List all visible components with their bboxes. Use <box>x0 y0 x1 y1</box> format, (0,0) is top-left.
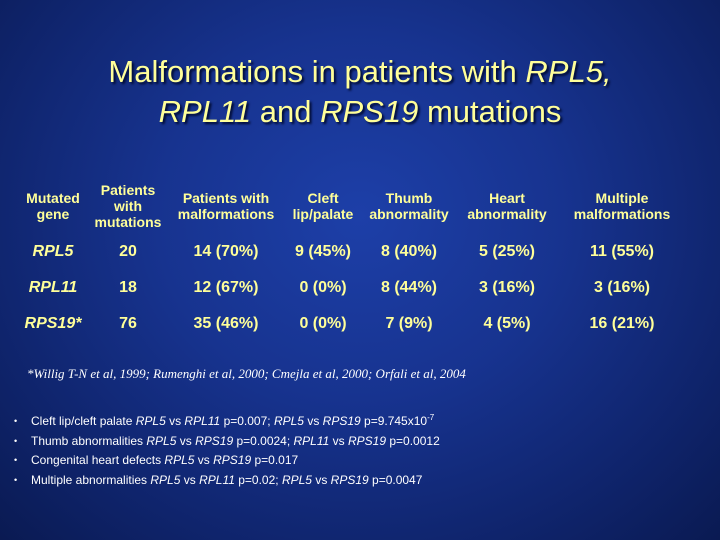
value-cell: 0 (0%) <box>299 315 347 332</box>
column-header <box>458 178 556 234</box>
statistics-text <box>31 451 298 471</box>
bullet-icon: • <box>14 416 18 426</box>
value-cell: 8 (44%) <box>380 279 438 296</box>
column-header-line: malformations <box>177 206 275 222</box>
value-cell: 76 <box>119 315 137 332</box>
statistics-fragment: vs <box>176 433 196 448</box>
reference-note: *Willig T-N et al, 1999; Rumenghi et al, 2000; Cmejla et al, 2000; Orfali et al, 2004 <box>27 366 466 381</box>
gene-name: RPS19 <box>322 414 361 428</box>
statistics-fragment: p=9.745x10 <box>360 414 428 428</box>
title-gene-rpl5: RPL5, <box>525 54 612 89</box>
statistics-text <box>31 471 422 491</box>
bullet-icon: • <box>14 435 18 446</box>
gene-cell: RPL5 <box>32 243 74 260</box>
statistics-fragment: vs <box>311 472 331 487</box>
statistics-fragment: Cleft lip/cleft palate <box>31 414 136 428</box>
statistics-text <box>31 432 440 452</box>
gene-name: RPL5 <box>146 433 177 448</box>
statistics-fragment: p=0.0024; <box>233 433 294 448</box>
value-cell: 7 (9%) <box>385 315 433 332</box>
statistics-fragment: Congenital heart defects <box>31 453 165 467</box>
gene-name: RPS19 <box>330 472 369 487</box>
statistics-fragment: Thumb abnormalities <box>31 433 147 448</box>
statistics-fragment: vs <box>165 414 185 428</box>
value-cell: 0 (0%) <box>299 279 347 296</box>
column-header <box>556 178 688 234</box>
column-header-line: abnormality <box>467 206 547 222</box>
gene-name: RPS19 <box>213 453 252 467</box>
gene-name: RPS19 <box>348 433 387 448</box>
column-header-line: Patients <box>100 182 156 198</box>
gene-name: RPL11 <box>293 433 330 448</box>
statistics-item <box>14 432 440 452</box>
column-header-line: gene <box>36 206 70 222</box>
column-header-line: Thumb <box>385 190 433 206</box>
table-body <box>16 234 688 342</box>
title-line-2 <box>20 92 700 132</box>
statistics-fragment: p=0.02; <box>234 472 282 487</box>
statistics-item <box>14 412 440 432</box>
statistics-fragment: -7 <box>427 413 435 422</box>
value-cell: 8 (40%) <box>380 243 438 260</box>
gene-name: RPS19 <box>195 433 234 448</box>
column-header-line: with <box>114 198 142 214</box>
statistics-fragment: p=0.0012 <box>386 433 440 448</box>
gene-name: RPL5 <box>164 453 195 467</box>
value-cell: 20 <box>119 243 137 260</box>
column-header-line: Patients with <box>182 190 270 206</box>
value-cell: 35 (46%) <box>193 315 259 332</box>
gene-cell: RPS19* <box>24 315 82 332</box>
column-header-line: Heart <box>489 190 525 206</box>
column-header <box>166 178 286 234</box>
column-header-line: mutations <box>94 214 162 230</box>
statistics-fragment: p=0.017 <box>251 453 299 467</box>
statistics-fragment: p=0.007; <box>220 414 274 428</box>
malformations-table <box>16 178 688 342</box>
value-cell: 4 (5%) <box>483 315 531 332</box>
value-cell: 14 (70%) <box>193 243 259 260</box>
value-cell: 3 (16%) <box>593 279 651 296</box>
value-cell: 3 (16%) <box>478 279 536 296</box>
title-text: and <box>251 94 321 129</box>
gene-name: RPL5 <box>150 472 181 487</box>
column-header-line: lip/palate <box>292 206 354 222</box>
title-gene-rpl11: RPL11 <box>158 94 252 129</box>
bullet-icon: • <box>14 455 18 465</box>
column-header-line: Mutated <box>26 190 80 206</box>
gene-cell: RPL11 <box>28 279 78 296</box>
statistics-text <box>31 412 434 432</box>
statistics-fragment: vs <box>194 453 214 467</box>
statistics-item <box>14 471 440 491</box>
column-header-line: abnormality <box>369 206 449 222</box>
table-row <box>16 234 688 270</box>
gene-name: RPL11 <box>199 472 235 487</box>
statistics-fragment: Multiple abnormalities <box>31 472 151 487</box>
table-header-row <box>16 178 688 234</box>
column-header-line: Cleft <box>307 190 339 206</box>
value-cell: 5 (25%) <box>478 243 536 260</box>
statistics-fragment: vs <box>329 433 348 448</box>
title-gene-rps19: RPS19 <box>320 94 419 129</box>
bullet-icon: • <box>14 474 18 485</box>
gene-name: RPL5 <box>135 414 166 428</box>
column-header <box>90 178 166 234</box>
statistics-item <box>14 451 440 471</box>
statistics-fragment: vs <box>180 472 200 487</box>
value-cell: 11 (55%) <box>589 243 655 260</box>
statistics-fragment: p=0.0047 <box>368 472 423 487</box>
title-text: Malformations in patients with <box>108 54 526 89</box>
column-header <box>360 178 458 234</box>
gene-name: RPL11 <box>184 414 221 428</box>
column-header-line: Multiple <box>595 190 649 206</box>
statistics-fragment: vs <box>303 414 323 428</box>
table-row <box>16 270 688 306</box>
column-header <box>16 178 90 234</box>
value-cell: 9 (45%) <box>294 243 352 260</box>
title-line-1 <box>20 52 700 92</box>
gene-name: RPL5 <box>281 472 312 487</box>
column-header-line: malformations <box>573 206 671 222</box>
statistics-list <box>14 412 440 490</box>
value-cell: 18 <box>119 279 137 296</box>
value-cell: 16 (21%) <box>589 315 655 332</box>
table-row <box>16 306 688 342</box>
gene-name: RPL5 <box>273 414 304 428</box>
value-cell: 12 (67%) <box>193 279 259 296</box>
slide-title <box>20 52 700 132</box>
title-text: mutations <box>418 94 562 129</box>
column-header <box>286 178 360 234</box>
